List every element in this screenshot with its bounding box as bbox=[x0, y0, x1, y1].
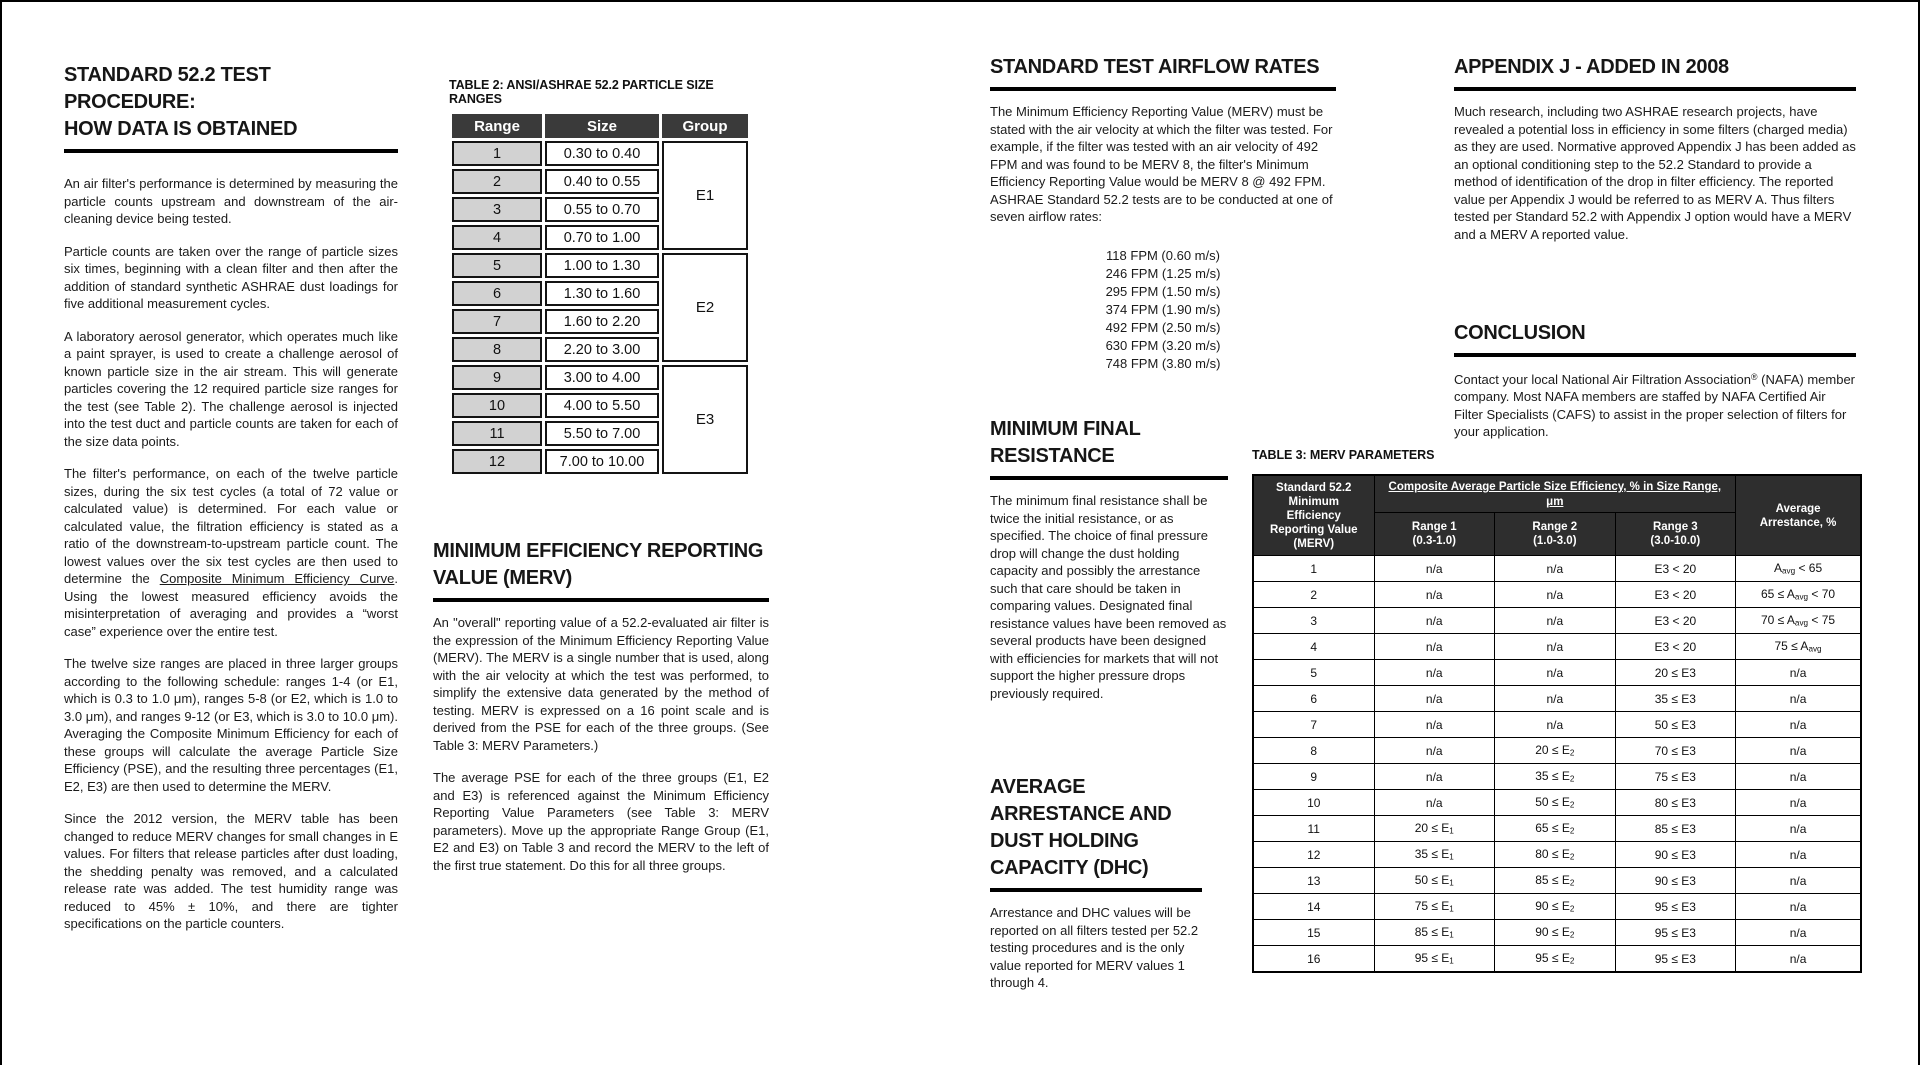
table3-cell-range2: n/a bbox=[1495, 686, 1616, 712]
airflow-rate-item: 118 FPM (0.60 m/s) bbox=[1106, 247, 1220, 263]
table3-header-range: Range 2 (1.0-3.0) bbox=[1495, 513, 1616, 556]
airflow-rate-item: 295 FPM (1.50 m/s) bbox=[1105, 283, 1221, 299]
table3-cell-range1: n/a bbox=[1374, 764, 1495, 790]
table3-cell-range1: $50 \le E_1$ bbox=[1374, 868, 1495, 894]
table3-cell-range3: 70 ≤ E3 bbox=[1615, 738, 1736, 764]
resistance-title-rule bbox=[990, 476, 1228, 480]
table2-size-cell: 2.20 to 3.00 bbox=[545, 337, 659, 362]
table2-range-cell: 3 bbox=[452, 197, 542, 222]
table3-cell-range2: $90 \le E_2$ bbox=[1495, 894, 1616, 920]
table3-cell-range3: 75 ≤ E3 bbox=[1615, 764, 1736, 790]
table2-size-cell: 4.00 to 5.50 bbox=[545, 393, 659, 418]
table3-cell-range1: $85 \le E_1$ bbox=[1374, 920, 1495, 946]
table3-cell-range2: $85 \le E_2$ bbox=[1495, 868, 1616, 894]
table3-cell-arrestance: $75 \le A_{avg}$ bbox=[1736, 634, 1861, 660]
table3-cell-arrestance: n/a bbox=[1736, 686, 1861, 712]
table2-row bbox=[452, 253, 748, 278]
paragraph: The average PSE for each of the three groups (E1, E2 and E3) is referenced against the Minimum Efficiency Reporting Value Parameters (see Table 3: MERV parameters). Move up the appropriate Range Group (E1, E2 and E3) on Table 3 and record the MERV to the left of the first true statement. Do this for all three groups. bbox=[433, 770, 769, 873]
table2-size-cell: 0.55 to 0.70 bbox=[545, 197, 659, 222]
table2-size-cell: 7.00 to 10.00 bbox=[545, 449, 659, 474]
table3-cell-range3: 95 ≤ E3 bbox=[1615, 920, 1736, 946]
table3-cell-arrestance: n/a bbox=[1736, 660, 1861, 686]
table2-range-cell: 6 bbox=[452, 281, 542, 306]
table2-range-cell: 8 bbox=[452, 337, 542, 362]
table2-size-cell: 5.50 to 7.00 bbox=[545, 421, 659, 446]
table3-cell-range2: n/a bbox=[1495, 634, 1616, 660]
section-arrestance bbox=[990, 774, 1202, 1007]
table3-cell-arrestance: $65 \le A_{avg} < 70$ bbox=[1736, 582, 1861, 608]
paragraph: The twelve size ranges are placed in three larger groups according to the following schedule: ranges 1-4 (or E1, which is 0.3 to 1.0 μm), ranges 5-8 (or E2, which is 1.0 to 3.0 μm), and ranges 9-12 (or E3, which is 3.0 to 10.0 μm). Averaging the Composite Minimum Efficiency for each of these groups will calculate the average Particle Size Efficiency (PSE), and the resulting three percentages (E1, E2, E3) are then used to determine the MERV. bbox=[64, 656, 398, 794]
table2-range-cell: 4 bbox=[452, 225, 542, 250]
table3-cell-range3: 90 ≤ E3 bbox=[1615, 842, 1736, 868]
table3-row bbox=[1253, 634, 1861, 660]
airflow-paragraph: The Minimum Efficiency Reporting Value (MERV) must be stated with the air velocity at which the filter was tested. For example, if the filter was tested with an air velocity of 492 FPM and was found to be MERV 8, the filter's Minimum Efficiency Reporting Value would be MERV 8 @ 492 FPM. ASHRAE Standard 52.2 tests are to be conducted at one of seven airflow rates: bbox=[990, 104, 1333, 224]
resistance-paragraph: The minimum final resistance shall be twice the initial resistance, or as specified. The choice of final pressure drop will change the dust holding capacity and possibly the arrestance such that care should be taken in comparing values. Designated final resistance values have been removed as several products have been designed with efficiencies for markets that will not support the higher pressure drops previously required. bbox=[990, 493, 1227, 701]
table3-cell-merv: 5 bbox=[1253, 660, 1374, 686]
conclusion-title: CONCLUSION bbox=[1454, 322, 1586, 344]
table3-cell-merv: 8 bbox=[1253, 738, 1374, 764]
paragraph: An "overall" reporting value of a 52.2-evaluated air filter is the expression of the Minimum Efficiency Reporting Value (MERV). The MERV is a single number that is used, along with the air velocity at which the test was performed, to simplify the extensive data generated by the method of testing. MERV is expressed on a 16 point scale and is derived from the PSE for each of the three groups. (See Table 3: MERV Parameters.) bbox=[433, 615, 769, 753]
table2-group-cell: E1 bbox=[662, 141, 748, 250]
table3-cell-range3: 95 ≤ E3 bbox=[1615, 894, 1736, 920]
table3-header-range: Range 1 (0.3-1.0) bbox=[1374, 513, 1495, 556]
table3-cell-range1: n/a bbox=[1374, 608, 1495, 634]
section-appendix-j bbox=[1454, 54, 1856, 258]
airflow-rate-item: 246 FPM (1.25 m/s) bbox=[1105, 265, 1221, 281]
table3-cell-arrestance: n/a bbox=[1736, 738, 1861, 764]
table3-cell-range1: n/a bbox=[1374, 582, 1495, 608]
resistance-title: MINIMUM FINAL RESISTANCE bbox=[990, 418, 1141, 467]
table3-cell-range3: 80 ≤ E3 bbox=[1615, 790, 1736, 816]
conclusion-paragraph: Contact your local National Air Filtration Association® (NAFA) member company. Most NAFA members are staffed by NAFA Certified Air Filter Specialists (CAFS) to assist in the proper selection of filters for your application. bbox=[1454, 371, 1856, 440]
merv-title-rule bbox=[433, 598, 769, 602]
table3-cell-range1: n/a bbox=[1374, 686, 1495, 712]
table2-size-cell: 1.60 to 2.20 bbox=[545, 309, 659, 334]
table3-cell-arrestance: n/a bbox=[1736, 712, 1861, 738]
table3-cell-arrestance: n/a bbox=[1736, 790, 1861, 816]
appendix-title: APPENDIX J - ADDED IN 2008 bbox=[1454, 56, 1729, 78]
table3-header-range: Range 3 (3.0-10.0) bbox=[1615, 513, 1736, 556]
table3-cell-merv: 10 bbox=[1253, 790, 1374, 816]
table3-cell-range1: n/a bbox=[1374, 712, 1495, 738]
arrestance-paragraph-wrap bbox=[990, 904, 1202, 992]
table3-cell-arrestance: n/a bbox=[1736, 764, 1861, 790]
table3-cell-range1: $20 \le E_1$ bbox=[1374, 816, 1495, 842]
table3-cell-range3: 85 ≤ E3 bbox=[1615, 816, 1736, 842]
resistance-paragraph-wrap bbox=[990, 492, 1228, 702]
table3-row bbox=[1253, 738, 1861, 764]
table3-row bbox=[1253, 816, 1861, 842]
table2-range-cell: 7 bbox=[452, 309, 542, 334]
airflow-rate-item: 492 FPM (2.50 m/s) bbox=[1105, 319, 1221, 335]
merv-title: MINIMUM EFFICIENCY REPORTING VALUE (MERV) bbox=[433, 540, 764, 589]
table3-cell-merv: 4 bbox=[1253, 634, 1374, 660]
table3-cell-arrestance: $A_{avg} < 65$ bbox=[1736, 556, 1861, 582]
table2-group-cell: E3 bbox=[662, 365, 748, 474]
table3-cell-range1: n/a bbox=[1374, 634, 1495, 660]
table3-cell-merv: 6 bbox=[1253, 686, 1374, 712]
table3-row bbox=[1253, 686, 1861, 712]
procedure-paragraphs bbox=[64, 175, 398, 933]
table2-row bbox=[452, 365, 748, 390]
table3-cell-merv: 7 bbox=[1253, 712, 1374, 738]
table3-row bbox=[1253, 582, 1861, 608]
table3-row bbox=[1253, 556, 1861, 582]
table3-row bbox=[1253, 946, 1861, 973]
table3-header-arrestance: Average Arrestance, % bbox=[1736, 475, 1861, 556]
procedure-title: STANDARD 52.2 TEST PROCEDURE: HOW DATA IS OBTAINED bbox=[64, 64, 298, 140]
table3-cell-arrestance: $70 \le A_{avg} < 75$ bbox=[1736, 608, 1861, 634]
table3-cell-range1: $95 \le E_1$ bbox=[1374, 946, 1495, 973]
section-conclusion bbox=[1454, 320, 1856, 456]
table3-row bbox=[1253, 790, 1861, 816]
table3-cell-range1: $75 \le E_1$ bbox=[1374, 894, 1495, 920]
table2-header-cell: Group bbox=[662, 114, 748, 138]
paragraph: An air filter's performance is determined by measuring the particle counts upstream and downstream of the air-cleaning device being tested. bbox=[64, 176, 398, 226]
table2-size-cell: 0.40 to 0.55 bbox=[545, 169, 659, 194]
table3-cell-range1: n/a bbox=[1374, 556, 1495, 582]
appendix-title-rule bbox=[1454, 87, 1856, 91]
airflow-rate-item: 630 FPM (3.20 m/s) bbox=[1105, 337, 1221, 353]
section-test-procedure bbox=[64, 62, 398, 948]
table3-cell-range2: n/a bbox=[1495, 712, 1616, 738]
table3-cell-arrestance: n/a bbox=[1736, 868, 1861, 894]
table3-cell-range3: E3 < 20 bbox=[1615, 634, 1736, 660]
airflow-rates-list bbox=[990, 247, 1336, 373]
arrestance-paragraph: Arrestance and DHC values will be reported on all filters tested per 52.2 testing procedures and is the only value reported for MERV values 1 through 4. bbox=[990, 905, 1199, 990]
table3-cell-merv: 3 bbox=[1253, 608, 1374, 634]
table3-cell-arrestance: n/a bbox=[1736, 920, 1861, 946]
table3-cell-merv: 1 bbox=[1253, 556, 1374, 582]
conclusion-paragraph-wrap bbox=[1454, 369, 1856, 441]
table2-group-cell: E2 bbox=[662, 253, 748, 362]
table2-size-cell: 0.70 to 1.00 bbox=[545, 225, 659, 250]
airflow-title: STANDARD TEST AIRFLOW RATES bbox=[990, 56, 1320, 78]
table3-caption: TABLE 3: MERV PARAMETERS bbox=[1252, 448, 1435, 462]
table3-row bbox=[1253, 712, 1861, 738]
paragraph: Since the 2012 version, the MERV table has been changed to reduce MERV changes for small changes in E values. For filters that release particles after dust loading, the shedding penalty was removed, and a calculated release rate was added. The test humidity range was reduced to 45% ± 10%, and there are tighter specifications on the particle counters. bbox=[64, 811, 398, 931]
table2-range-cell: 5 bbox=[452, 253, 542, 278]
table3-cell-range1: n/a bbox=[1374, 738, 1495, 764]
table3-header-row-1 bbox=[1253, 475, 1861, 513]
airflow-paragraph-wrap bbox=[990, 103, 1336, 226]
table3-cell-merv: 15 bbox=[1253, 920, 1374, 946]
table2-size-cell: 0.30 to 0.40 bbox=[545, 141, 659, 166]
table3-cell-arrestance: n/a bbox=[1736, 816, 1861, 842]
procedure-title-rule bbox=[64, 149, 398, 153]
table2-range-cell: 11 bbox=[452, 421, 542, 446]
table2-range-cell: 2 bbox=[452, 169, 542, 194]
table2-size-cell: 3.00 to 4.00 bbox=[545, 365, 659, 390]
table2-header-cell: Range bbox=[452, 114, 542, 138]
section-resistance bbox=[990, 416, 1228, 717]
table3-cell-range2: n/a bbox=[1495, 660, 1616, 686]
table3-cell-merv: 16 bbox=[1253, 946, 1374, 973]
table3-cell-range3: 20 ≤ E3 bbox=[1615, 660, 1736, 686]
airflow-rate-item: 748 FPM (3.80 m/s) bbox=[1105, 355, 1221, 371]
table3-cell-range1: $35 \le E_1$ bbox=[1374, 842, 1495, 868]
particle-size-table bbox=[449, 111, 751, 477]
table3-row bbox=[1253, 764, 1861, 790]
table2-range-cell: 1 bbox=[452, 141, 542, 166]
table3-cell-arrestance: n/a bbox=[1736, 946, 1861, 973]
table3-cell-range3: 35 ≤ E3 bbox=[1615, 686, 1736, 712]
table2-caption: TABLE 2: ANSI/ASHRAE 52.2 PARTICLE SIZE RANGES bbox=[449, 78, 714, 106]
airflow-rate-item: 374 FPM (1.90 m/s) bbox=[1105, 301, 1221, 317]
table3-row bbox=[1253, 842, 1861, 868]
paragraph: A laboratory aerosol generator, which operates much like a paint sprayer, is used to create a challenge aerosol of known particle size in the air stream. This will generate particles covering the 12 required particle size ranges for the test (see Table 2). The challenge aerosol is injected into the test duct and particle counts are taken for each of the size data points. bbox=[64, 328, 398, 449]
table3-cell-merv: 13 bbox=[1253, 868, 1374, 894]
table3-cell-merv: 12 bbox=[1253, 842, 1374, 868]
table3-cell-range3: 90 ≤ E3 bbox=[1615, 868, 1736, 894]
arrestance-title-rule bbox=[990, 888, 1202, 892]
paragraph: The filter's performance, on each of the twelve particle sizes, during the six test cycles (a total of 72 value or calculated value) is determined. For each value or calculated value, the filtration efficiency is stated as a ratio of the downstream-to-upstream particle count. The lowest values over the six test cycles are then used to determine the Composite Minimum Efficiency Curve. Using the lowest measured efficiency avoids the misinterpretation of averaging and provides a “worst case” experience over the entire test. bbox=[64, 466, 398, 639]
section-table3 bbox=[1252, 448, 1862, 973]
table3-cell-arrestance: n/a bbox=[1736, 842, 1861, 868]
table2-header-cell: Size bbox=[545, 114, 659, 138]
table3-cell-merv: 9 bbox=[1253, 764, 1374, 790]
table3-cell-range3: E3 < 20 bbox=[1615, 556, 1736, 582]
table2-size-cell: 1.30 to 1.60 bbox=[545, 281, 659, 306]
table3-cell-range2: n/a bbox=[1495, 556, 1616, 582]
table3-row bbox=[1253, 608, 1861, 634]
section-airflow bbox=[990, 54, 1336, 373]
table3-cell-range3: 95 ≤ E3 bbox=[1615, 946, 1736, 973]
table3-header-merv: Standard 52.2 Minimum Efficiency Reporting Value (MERV) bbox=[1253, 475, 1374, 556]
table2-header-row bbox=[452, 114, 748, 138]
table3-row bbox=[1253, 660, 1861, 686]
table3-cell-merv: 14 bbox=[1253, 894, 1374, 920]
appendix-paragraph-wrap bbox=[1454, 103, 1856, 243]
section-merv bbox=[433, 538, 769, 889]
table2-range-cell: 12 bbox=[452, 449, 542, 474]
section-table2 bbox=[449, 78, 751, 477]
table2-range-cell: 9 bbox=[452, 365, 542, 390]
table3-cell-range2: n/a bbox=[1495, 608, 1616, 634]
table3-cell-range3: E3 < 20 bbox=[1615, 608, 1736, 634]
table3-cell-merv: 11 bbox=[1253, 816, 1374, 842]
table3-cell-range1: n/a bbox=[1374, 790, 1495, 816]
table3-cell-range2: $95 \le E_2$ bbox=[1495, 946, 1616, 973]
table3-cell-range2: $90 \le E_2$ bbox=[1495, 920, 1616, 946]
table3-cell-range2: $50 \le E_2$ bbox=[1495, 790, 1616, 816]
table3-cell-arrestance: n/a bbox=[1736, 894, 1861, 920]
airflow-title-rule bbox=[990, 87, 1336, 91]
merv-paragraphs bbox=[433, 614, 769, 874]
appendix-paragraph: Much research, including two ASHRAE research projects, have revealed a potential loss in efficiency in some filters (charged media) as they are used. Normative approved Appendix J has been added as an optional conditioning step to the 52.2 Standard to provide a method of identification of the drop in filter efficiency. The reported value per Appendix J would be referred to as MERV A. Thus filters tested per Standard 52.2 with Appendix J option would have a MERV and a MERV A reported value. bbox=[1454, 104, 1856, 242]
paragraph: Particle counts are taken over the range of particle sizes six times, beginning with a clean filter and then after the addition of standard synthetic ASHRAE dust loadings for five additional measurement cycles. bbox=[64, 243, 398, 311]
merv-parameters-table bbox=[1252, 474, 1862, 973]
table3-row bbox=[1253, 920, 1861, 946]
table2-size-cell: 1.00 to 1.30 bbox=[545, 253, 659, 278]
table3-cell-range2: $20 \le E_2$ bbox=[1495, 738, 1616, 764]
table3-cell-range1: n/a bbox=[1374, 660, 1495, 686]
table3-cell-range2: $80 \le E_2$ bbox=[1495, 842, 1616, 868]
conclusion-title-rule bbox=[1454, 353, 1856, 357]
table3-cell-range3: E3 < 20 bbox=[1615, 582, 1736, 608]
table3-row bbox=[1253, 894, 1861, 920]
table3-cell-merv: 2 bbox=[1253, 582, 1374, 608]
table3-header-composite: Composite Average Particle Size Efficiency, % in Size Range, μm bbox=[1374, 475, 1736, 513]
table3-cell-range3: 50 ≤ E3 bbox=[1615, 712, 1736, 738]
table3-cell-range2: n/a bbox=[1495, 582, 1616, 608]
table2-row bbox=[452, 141, 748, 166]
arrestance-title: AVERAGE ARRESTANCE AND DUST HOLDING CAPACITY (DHC) bbox=[990, 776, 1172, 879]
table3-row bbox=[1253, 868, 1861, 894]
table3-cell-range2: $65 \le E_2$ bbox=[1495, 816, 1616, 842]
table2-range-cell: 10 bbox=[452, 393, 542, 418]
table3-cell-range2: $35 \le E_2$ bbox=[1495, 764, 1616, 790]
